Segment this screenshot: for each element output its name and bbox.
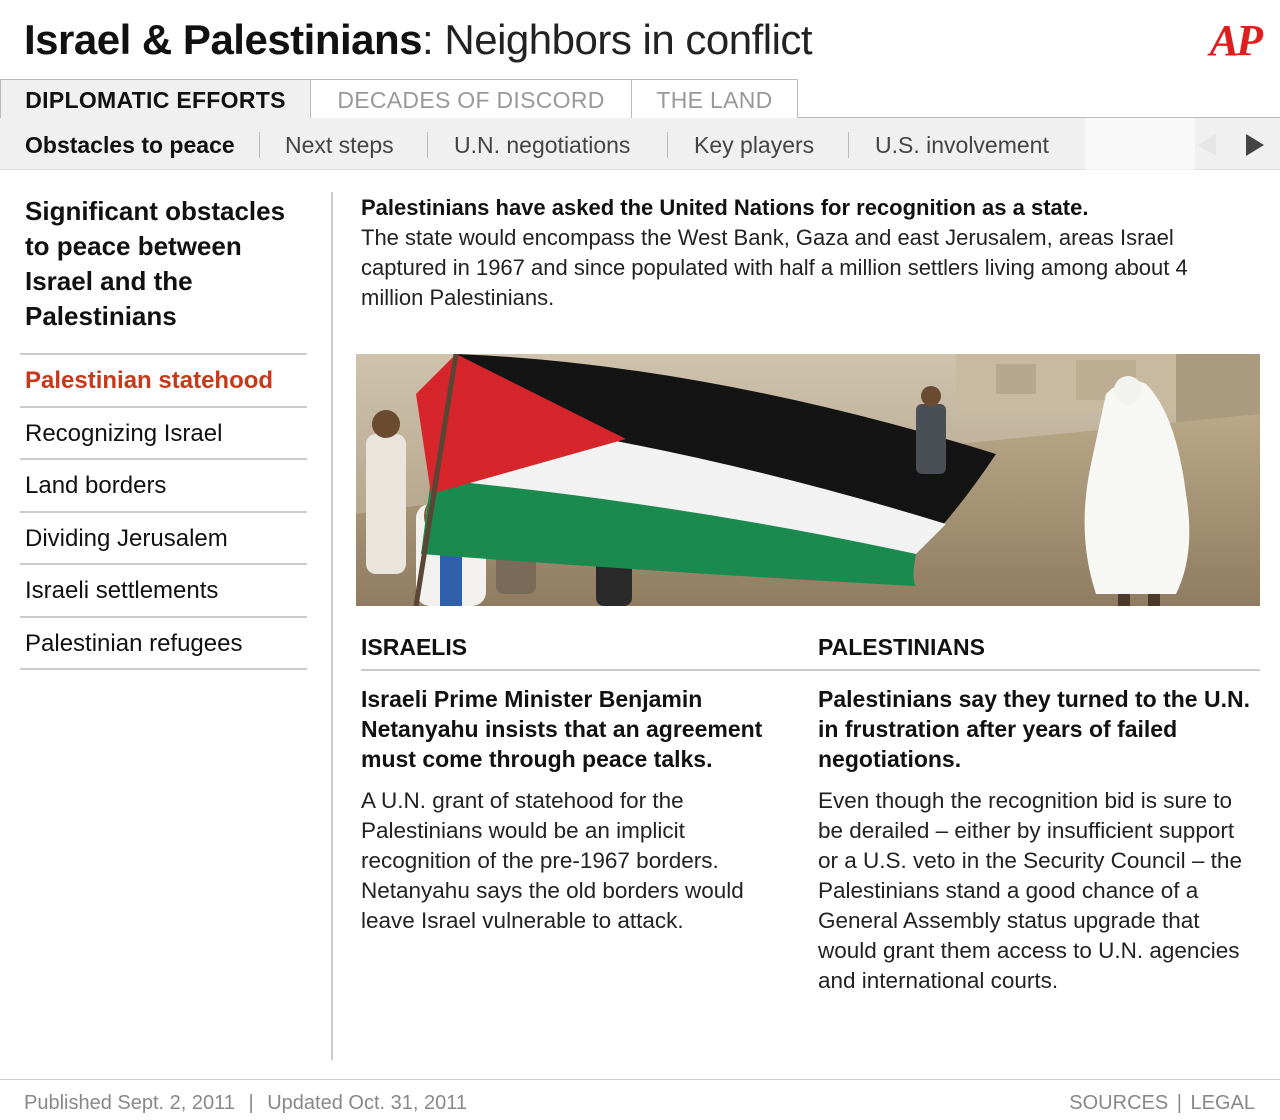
subnav-us-involvement[interactable]: U.S. involvement bbox=[875, 132, 1049, 158]
sidebar-item-palestinian-statehood[interactable]: Palestinian statehood bbox=[20, 355, 307, 408]
triangle-right-icon bbox=[1244, 134, 1264, 156]
footer-rule bbox=[0, 1079, 1280, 1080]
primary-tabs bbox=[0, 78, 1280, 118]
israelis-body: A U.N. grant of statehood for the Palestinians would be an implicit recognition of the pre-1967 borders. Netanyahu says the old borders would leave Israel vulnerable to attack. bbox=[361, 788, 744, 933]
subnav-separator bbox=[848, 132, 849, 158]
flag-photo-illustration bbox=[356, 354, 1260, 606]
subnav-fade bbox=[1085, 118, 1195, 170]
tab-decades-of-discord[interactable]: DECADES OF DISCORD bbox=[311, 79, 632, 118]
subnav-key-players[interactable]: Key players bbox=[694, 132, 815, 158]
sidebar-item-dividing-jerusalem[interactable]: Dividing Jerusalem bbox=[20, 513, 307, 566]
israelis-lead: Israeli Prime Minister Benjamin Netanyahu insists that an agreement must come through peace talks. bbox=[361, 686, 763, 772]
footer-separator: | bbox=[248, 1092, 254, 1114]
sources-link[interactable]: SOURCES bbox=[1069, 1092, 1169, 1114]
subnav-next-button[interactable] bbox=[1232, 118, 1274, 170]
palestinians-body: Even though the recognition bid is sure to be derailed – either by insufficient support or a U.S. veto in the Security Council – the Palestinians stand a good chance of a General Assembly status upgrade that would grant them access to U.N. agencies and international courts. bbox=[818, 788, 1242, 993]
page-title-rest: : Neighbors in conflict bbox=[422, 16, 813, 63]
palestinians-heading: PALESTINIANS bbox=[818, 634, 985, 660]
intro-lead: Palestinians have asked the United Nations for recognition as a state. bbox=[361, 195, 1089, 220]
subnav-separator bbox=[259, 132, 260, 158]
subnav-prev-button[interactable] bbox=[1186, 118, 1228, 170]
subnav-separator bbox=[427, 132, 428, 158]
subnav-separator bbox=[667, 132, 668, 158]
sidebar-title: Significant obstacles to peace between Israel and the Palestinians bbox=[25, 196, 286, 331]
footer-link-separator: | bbox=[1176, 1092, 1182, 1114]
intro-text bbox=[361, 193, 1241, 313]
column-divider bbox=[331, 192, 333, 1060]
footer-links bbox=[1069, 1089, 1255, 1117]
columns-rule bbox=[361, 669, 1260, 671]
footer-dates bbox=[24, 1089, 467, 1117]
page-title bbox=[24, 16, 812, 64]
tab-the-land[interactable]: THE LAND bbox=[632, 79, 798, 118]
page-title-bold: Israel & Palestinians bbox=[24, 16, 423, 63]
sidebar-item-israeli-settlements[interactable]: Israeli settlements bbox=[20, 565, 307, 618]
updated-date: Updated Oct. 31, 2011 bbox=[267, 1092, 467, 1114]
page-header bbox=[0, 0, 1280, 78]
sidebar-item-recognizing-israel[interactable]: Recognizing Israel bbox=[20, 408, 307, 461]
intro-body: The state would encompass the West Bank, Gaza and east Jerusalem, areas Israel captured in 1967 and since populated with half a million settlers living among about 4 million Palestinians. bbox=[361, 225, 1188, 310]
triangle-left-icon bbox=[1198, 134, 1218, 156]
sidebar-item-palestinian-refugees[interactable]: Palestinian refugees bbox=[20, 618, 307, 671]
palestinians-lead: Palestinians say they turned to the U.N. in frustration after years of failed negotiations. bbox=[818, 686, 1250, 772]
subnav-next-steps[interactable]: Next steps bbox=[285, 132, 394, 158]
ap-logo[interactable]: AP bbox=[1209, 16, 1260, 65]
published-date: Published Sept. 2, 2011 bbox=[24, 1092, 235, 1114]
sidebar-list bbox=[20, 353, 307, 670]
sidebar-item-land-borders[interactable]: Land borders bbox=[20, 460, 307, 513]
tab-diplomatic-efforts[interactable]: DIPLOMATIC EFFORTS bbox=[0, 79, 311, 118]
flag-photo bbox=[356, 354, 1260, 606]
subnav-un-negotiations[interactable]: U.N. negotiations bbox=[454, 132, 631, 158]
sub-navigation bbox=[0, 118, 1280, 170]
israelis-heading: ISRAELIS bbox=[361, 634, 468, 660]
subnav-obstacles-to-peace[interactable]: Obstacles to peace bbox=[25, 132, 235, 158]
legal-link[interactable]: LEGAL bbox=[1190, 1092, 1255, 1114]
